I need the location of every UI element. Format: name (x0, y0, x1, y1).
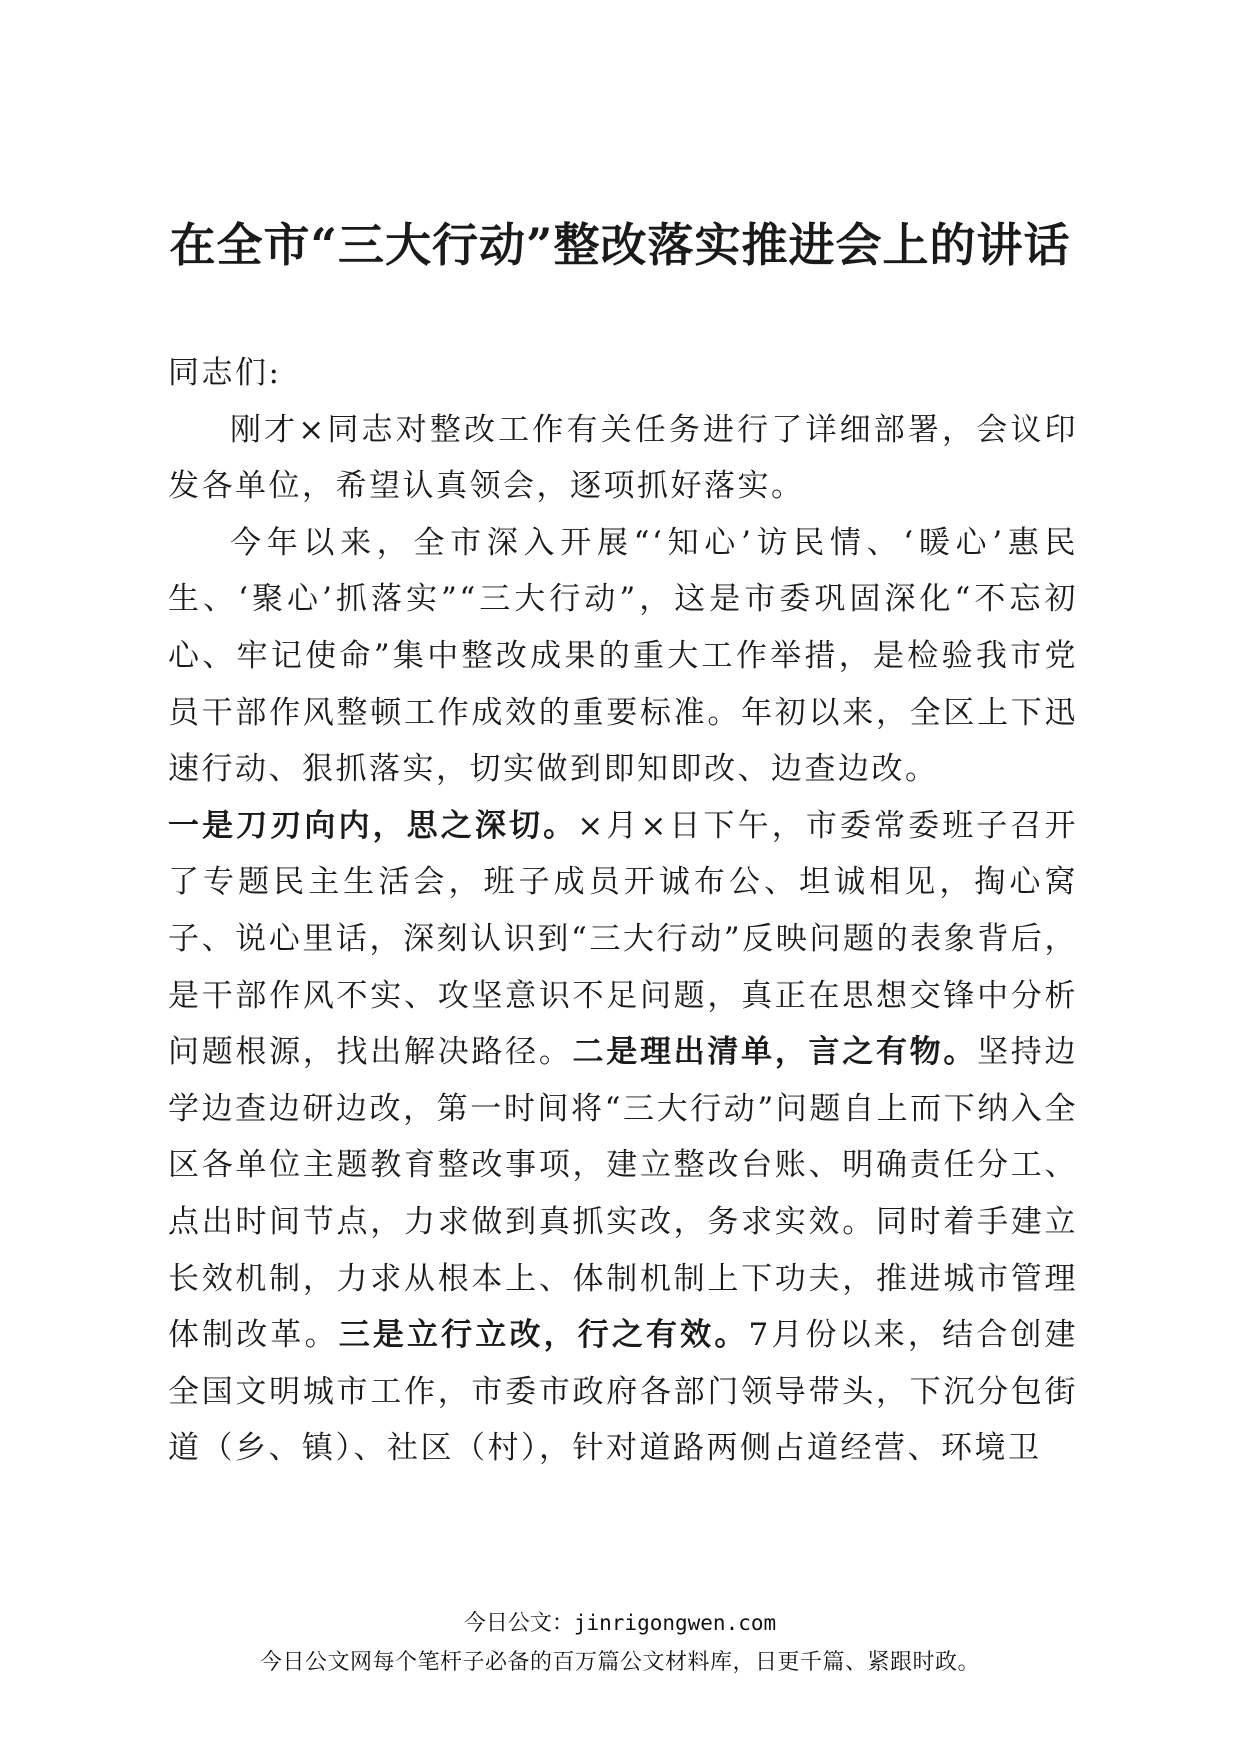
footer-site-link[interactable]: jinrigongwen.com (573, 1611, 777, 1635)
measure-text-3: 7月份以来，结合创建全国文明城市工作，市委市政府各部门领导带头，下沉分包街道（乡、镇）、社区（村），针对道路两侧占道经营、环境卫 (168, 1317, 1079, 1467)
paragraph-overview-text: 今年以来，全市深入开展“‘知心’访民情、‘暖心’惠民生、‘聚心’抓落实”“三大行动”，这是市委巩固深化“不忘初心、牢记使命”集中整改成果的重大工作举措，是检验我市党员干部作风整顿工作成效的重要标准。年初以来，全区上下迅速行动、狠抓落实，切实做到即知即改、边查边改。 (168, 524, 1078, 788)
footer-site (0, 1606, 1240, 1637)
footer-site-label: 今日公文： (463, 1611, 574, 1636)
document-body (168, 345, 1078, 1477)
paragraph-measures (168, 798, 1078, 1477)
paragraph-overview (168, 515, 1078, 798)
measure-text-1: ×月×日下午，市委常委班子召开了专题民主生活会，班子成员开诚布公、坦诚相见，掏心窝子、说心里话，深刻认识到“三大行动”反映问题的表象背后，是干部作风不实、攻坚意识不足问题，真正在思想交锋中分析问题根源，找出解决路径。 (168, 807, 1079, 1071)
measure-heading-3: 三是立行立改，行之有效。 (338, 1317, 749, 1354)
salutation: 同志们: (168, 355, 282, 391)
document-title: 在全市“三大行动”整改落实推进会上的讲话 (169, 218, 1071, 272)
footer-slogan: 今日公文网每个笔杆子必备的百万篇公文材料库，日更千篇、紧跟时政。 (259, 1650, 980, 1675)
measure-text-2: 坚持边学边查边研边改，第一时间将“三大行动”问题自上而下纳入全区各单位主题教育整改事项，建立整改台账、明确责任分工、点出时间节点，力求做到真抓实改，务求实效。同时着手建立长效机制，力求从根本上、体制机制上下功夫，推进城市管理体制改革。 (168, 1034, 1079, 1354)
measure-heading-1: 一是刀刃向内，思之深切。 (168, 807, 578, 844)
paragraph-intro: 刚才×同志对整改工作有关任务进行了详细部署，会议印发各单位，希望认真领会，逐项抓好落实。 (168, 411, 1078, 505)
measure-heading-2: 二是理出清单，言之有物。 (572, 1034, 978, 1071)
